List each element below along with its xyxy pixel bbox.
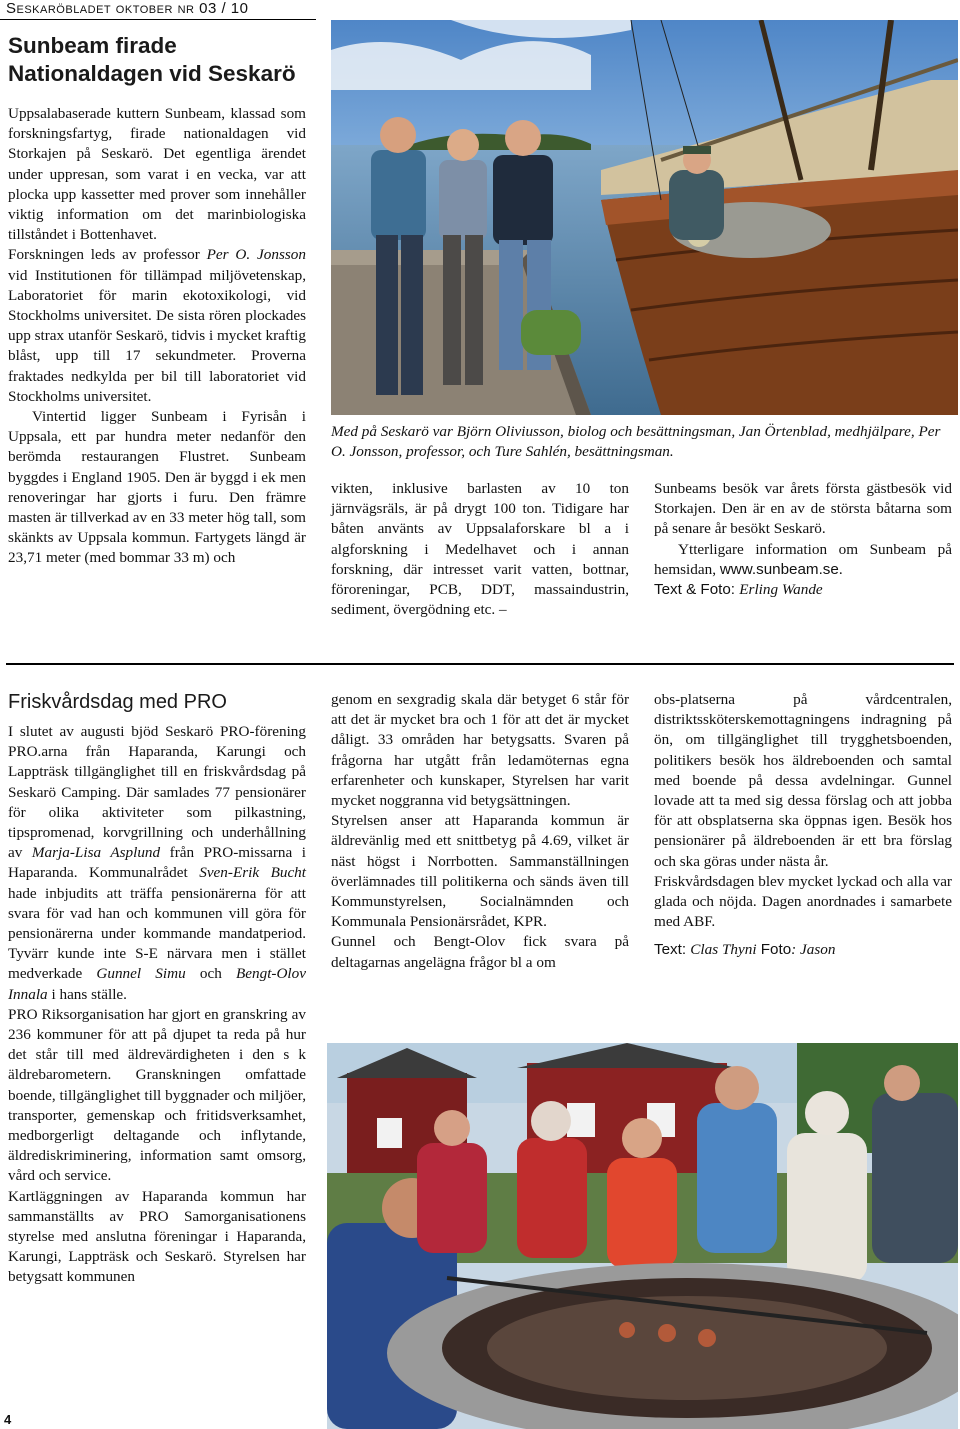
article-2-col2-paragraph-1: genom en sexgradig skala där betyget 6 står för att det är mycket bra och 1 för att det är mycket dåligt. 33 områden har betygsatts. Svaren på frågorna har utgått från ledamöternas egna erfarenheter och kunskaper, Styrelsen har varit mycket noggranna vid betygsättningen.: [331, 691, 629, 810]
article-column-2: [331, 479, 629, 620]
pro-grill-photo: [327, 1043, 958, 1429]
sunbeam-photo: [331, 20, 958, 415]
text-run: hade inbjudits att träffa pensionärerna för att svara för vad han och kommunen vill göra för pensionärerna under kommande mandatperiod. Tyvärr kunde inte S-E närvara men i stället medverkade: [8, 884, 306, 983]
article-2-col3-paragraph-1: obs-platserna på vårdcentralen, distriktssköterskemottagningens indragning på ön, om tillgänglighet till trygghetsboenden, politikers besök hos äldreboenden och samtal med boende på dessa avdelningar. Gunnel lovade att ta med sig dessa förslag och att jobba för att obsplatserna ska öppnas igen. Besök hos pensionärer på äldreboenden är ett bra förslag och ska göras under nästa år.: [654, 691, 952, 870]
article-2-col3-paragraph-2: Friskvårdsdagen blev mycket lyckad och alla var glada och nöjda. Dagen anordnades i samarbete med ABF.: [654, 872, 952, 931]
running-head: Seskaröbladet oktober nr 03 / 10: [6, 0, 249, 17]
column-3-paragraph-2: Ytterligare information om Sunbeam på hemsidan, www.sunbeam.se.: [654, 540, 952, 578]
person-name: Marja-Lisa Asplund: [31, 844, 161, 862]
article-2-column-2: [331, 690, 629, 973]
header-rule: [0, 19, 316, 20]
page-number: 4: [4, 1412, 12, 1427]
body-paragraph-1: Forskningen leds av professor Per O. Jonsson vid Institutionen för tillämpad miljövetenskap, Laboratoriet för marin ekotoxikologi, vid Stockholms universitet. De sista rören plockades upp strax utanför Seskarö, tidvis i mycket kraftig blåst, upp till 17 sekundmeter. Proverna fraktades nedkylda per bil till laboratoriet vid Stockholms universitet.: [8, 246, 306, 405]
website-link[interactable]: www.sunbeam.se: [719, 560, 839, 578]
body-paragraph-2: Vintertid ligger Sunbeam i Fyrisån i Uppsala, ett par hundra meter nedanför den berömda restaurangen Flustret. Sunbeam byggdes i England 1905. Den är byggd i ek men renoveringar har gjorts i furu. Den främre masten är tillverkad av en 33 meter hög tall, som skänkts av Uppsala kommun. Fartygets längd är 23,71 meter (med bommar 33 m) och: [8, 408, 306, 567]
article-2-col2-paragraph-3: Gunnel och Bengt-Olov fick svara på deltagarnas angelägna frågor bl a om: [331, 933, 629, 971]
photo-credit: Text & Foto: Erling Wande: [654, 581, 823, 599]
article-2-paragraph-1: [8, 722, 306, 1005]
article-2-paragraph-3: Kartläggningen av Haparanda kommun har sammanställts av PRO Samorganisationens styrelse med anslutna föreningar i Haparanda, Karungi, Lappträsk och Seskarö. Styrelsen har betygsatt kommunen: [8, 1187, 306, 1286]
article-divider: [6, 663, 954, 665]
person-name: Sven-Erik Bucht: [199, 864, 306, 882]
column-3-paragraph-1: Sunbeams besök var årets första gästbesök vid Storkajen. Den är en av de största båtarna som på senare år besökt Seskarö.: [654, 480, 952, 538]
article-column-3: [654, 479, 952, 600]
person-name: Gunnel Simu: [96, 965, 186, 983]
text-run: från PRO-missarna i Haparanda. Kommunalrådet: [8, 844, 306, 882]
person-name: Per O. Jonsson: [206, 246, 306, 264]
text-run: I slutet av augusti bjöd Seskarö PRO-förening PRO.arna från Haparanda, Karungi och Lappträsk tillgänglighet till en friskvårdsdag på Seskarö Camping. Där samlades 77 pensionärer för olika aktiviteter som pilkastning, tipspromenad, korvgrillning och underhållning av: [8, 723, 306, 862]
person-name: Bengt-Olov Innala: [8, 965, 306, 1003]
article-title-line-1: Sunbeam firade: [8, 33, 177, 58]
article-2-title: Friskvårdsdag med PRO: [8, 691, 227, 713]
text-run: och: [185, 965, 236, 983]
lead-paragraph: Uppsalabaserade kuttern Sunbeam, klassad som forskningsfartyg, firade nationaldagen vid Storkajen på Seskarö. Det egentliga ärendet under uppresan, som varat i en vecka, var att plocka upp kassetter med prover som innehåller viktig information om det marinbiologiska tillståndet i Bottenhavet.: [8, 105, 306, 244]
article-2-column-3: [654, 690, 952, 961]
article-column-1: [8, 104, 306, 569]
text-run: i hans ställe.: [47, 985, 127, 1003]
article-2-credit: Text: Clas Thyni Foto: Jason: [654, 941, 836, 959]
article-title-line-2: Nationaldagen vid Seskarö: [8, 61, 296, 86]
article-2-paragraph-2: PRO Riksorganisation har gjort en granskring av 236 kommuner för att på djupet ta reda på hur det står till med äldrevärdigheten i den s k äldrebarometern. Granskningen omfattade boende, tillgänglighet till byggnader och miljöer, transporter, gemenskap och fritidsverksamhet, medborgerligt deltagande och inflytande, äldrediskriminering, information samt omsorg, vård och service.: [8, 1005, 306, 1185]
article-title: [8, 32, 318, 88]
article-2-col2-paragraph-2: Styrelsen anser att Haparanda kommun är äldrevänlig med ett snittbetyg på 4.69, vilket är näst högst i Norrbotten. Sammanställningen överlämnades till politikerna och sänds även till Kommunstyrelsen, Socialnämnden och Kommunala Pensionärsrådet, KPR.: [331, 812, 629, 931]
photo-caption: Med på Seskarö var Björn Oliviusson, biolog och besättningsman, Jan Örtenblad, medhjälpare, Per O. Jonsson, professor, och Ture Sahlén, besättningsman.: [331, 423, 941, 461]
column-2-paragraph: vikten, inklusive barlasten av 10 ton järnvägsräls, är på drygt 100 ton. Tidigare har båten använts av Uppsalaforskare bl a i algforskning i Medelhavet och i annan forskning, där intresset varit vatten, bottnar, föroreningar, PCB, DDT, massaindustrin, sediment, övergödning etc. –: [331, 480, 629, 619]
article-2-column-1: [8, 722, 306, 1288]
